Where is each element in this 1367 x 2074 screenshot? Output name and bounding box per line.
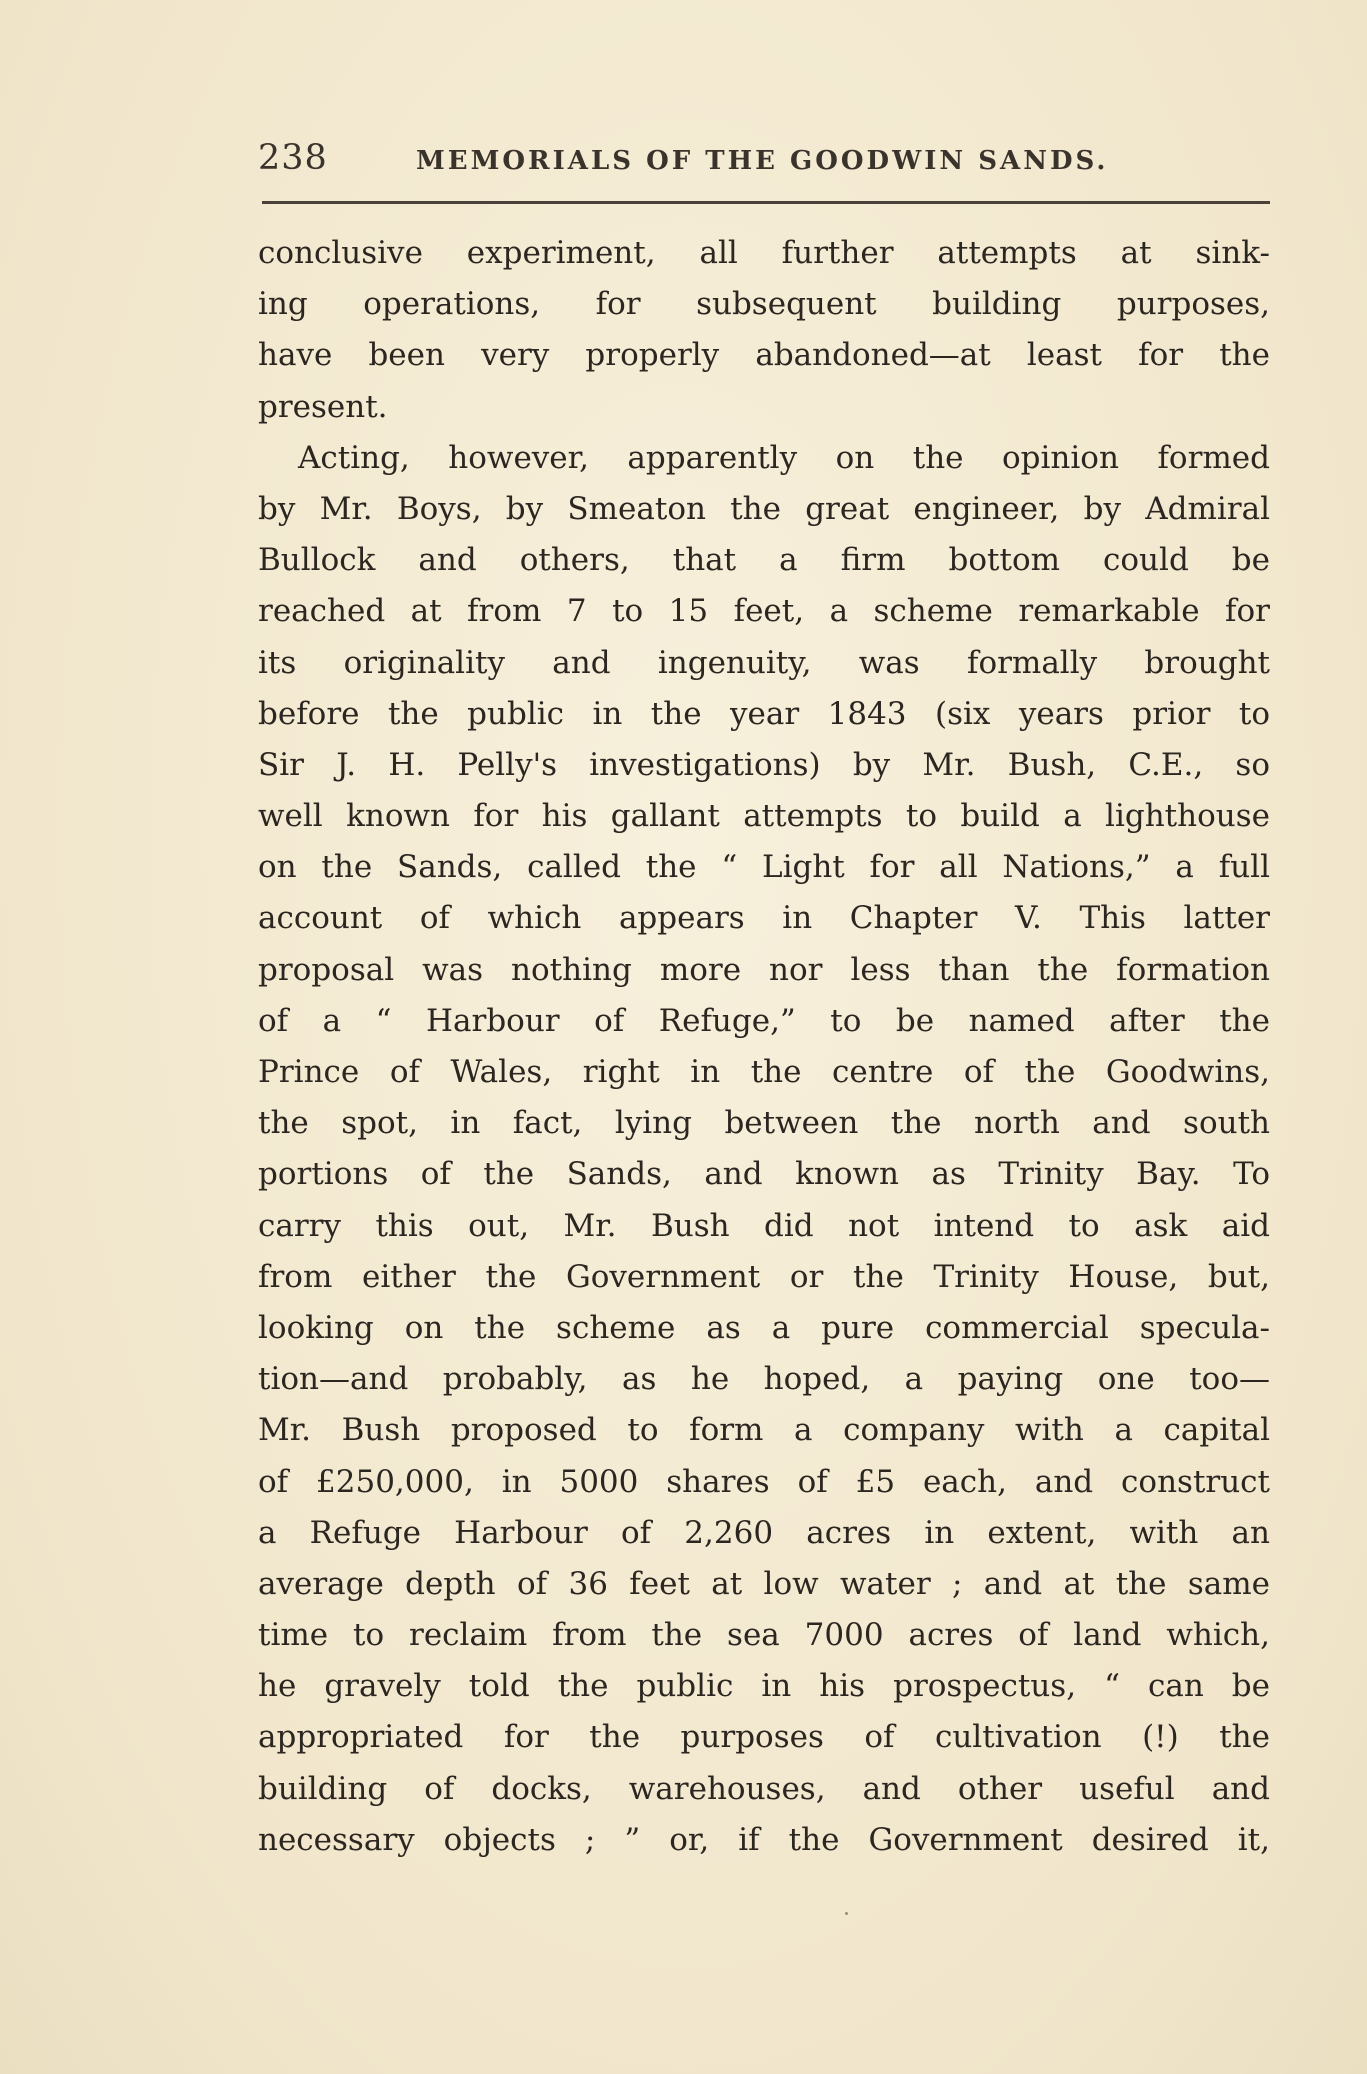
text-line: portions of the Sands, and known as Trinity Bay. To bbox=[258, 1156, 1270, 1193]
text-line: the spot, in fact, lying between the north and south bbox=[258, 1105, 1270, 1142]
text-line: carry this out, Mr. Bush did not intend to ask aid bbox=[258, 1207, 1270, 1244]
text-line: appropriated for the purposes of cultivation (!) the bbox=[258, 1719, 1270, 1756]
text-line: Mr. Bush proposed to form a company with a capital bbox=[258, 1412, 1270, 1449]
text-line: tion—and probably, as he hoped, a paying one too— bbox=[258, 1361, 1270, 1398]
text-line: well known for his gallant attempts to build a lighthouse bbox=[258, 798, 1270, 835]
text-line: building of docks, warehouses, and other useful and bbox=[258, 1770, 1270, 1807]
text-line: have been very properly abandoned—at least for the bbox=[258, 337, 1270, 374]
page-number: 238 bbox=[258, 138, 328, 178]
text-line: reached at from 7 to 15 feet, a scheme remarkable for bbox=[258, 593, 1270, 630]
text-line: average depth of 36 feet at low water ; and at the same bbox=[258, 1565, 1270, 1602]
running-title: MEMORIALS OF THE GOODWIN SANDS. bbox=[416, 146, 1109, 176]
text-line: looking on the scheme as a pure commercial specula- bbox=[258, 1309, 1270, 1346]
text-line: he gravely told the public in his prospectus, “ can be bbox=[258, 1668, 1270, 1705]
text-line: time to reclaim from the sea 7000 acres of land which, bbox=[258, 1617, 1270, 1654]
text-line: from either the Government or the Trinity House, but, bbox=[258, 1258, 1270, 1295]
text-line: conclusive experiment, all further attempts at sink- bbox=[258, 235, 1270, 271]
text-line: of £250,000, in 5000 shares of £5 each, and construct bbox=[258, 1463, 1270, 1500]
paper-speck bbox=[845, 1912, 848, 1915]
text-line: ing operations, for subsequent building purposes, bbox=[258, 286, 1270, 323]
text-line: Prince of Wales, right in the centre of the Goodwins, bbox=[258, 1054, 1270, 1090]
page-header bbox=[258, 138, 1270, 184]
text-line: Sir J. H. Pelly's investigations) by Mr. Bush, C.E., so bbox=[258, 746, 1270, 783]
text-line: a Refuge Harbour of 2,260 acres in extent, with an bbox=[258, 1514, 1270, 1551]
text-line: its originality and ingenuity, was formally brought bbox=[258, 644, 1270, 681]
header-rule bbox=[262, 201, 1270, 204]
text-line: before the public in the year 1843 (six years prior to bbox=[258, 695, 1270, 732]
body-text bbox=[258, 228, 1270, 1866]
text-line: of a “ Harbour of Refuge,” to be named after the bbox=[258, 1002, 1270, 1039]
text-line: on the Sands, called the “ Light for all Nations,” a full bbox=[258, 849, 1270, 886]
text-line: account of which appears in Chapter V. This latter bbox=[258, 900, 1270, 937]
text-line: present. bbox=[258, 388, 388, 425]
text-line: proposal was nothing more nor less than the formation bbox=[258, 951, 1270, 988]
text-line: Bullock and others, that a firm bottom could be bbox=[258, 542, 1270, 579]
text-line: Acting, however, apparently on the opinion formed bbox=[298, 439, 1270, 476]
text-line: necessary objects ; ” or, if the Government desired it, bbox=[258, 1821, 1270, 1858]
text-line: by Mr. Boys, by Smeaton the great engineer, by Admiral bbox=[258, 490, 1270, 527]
